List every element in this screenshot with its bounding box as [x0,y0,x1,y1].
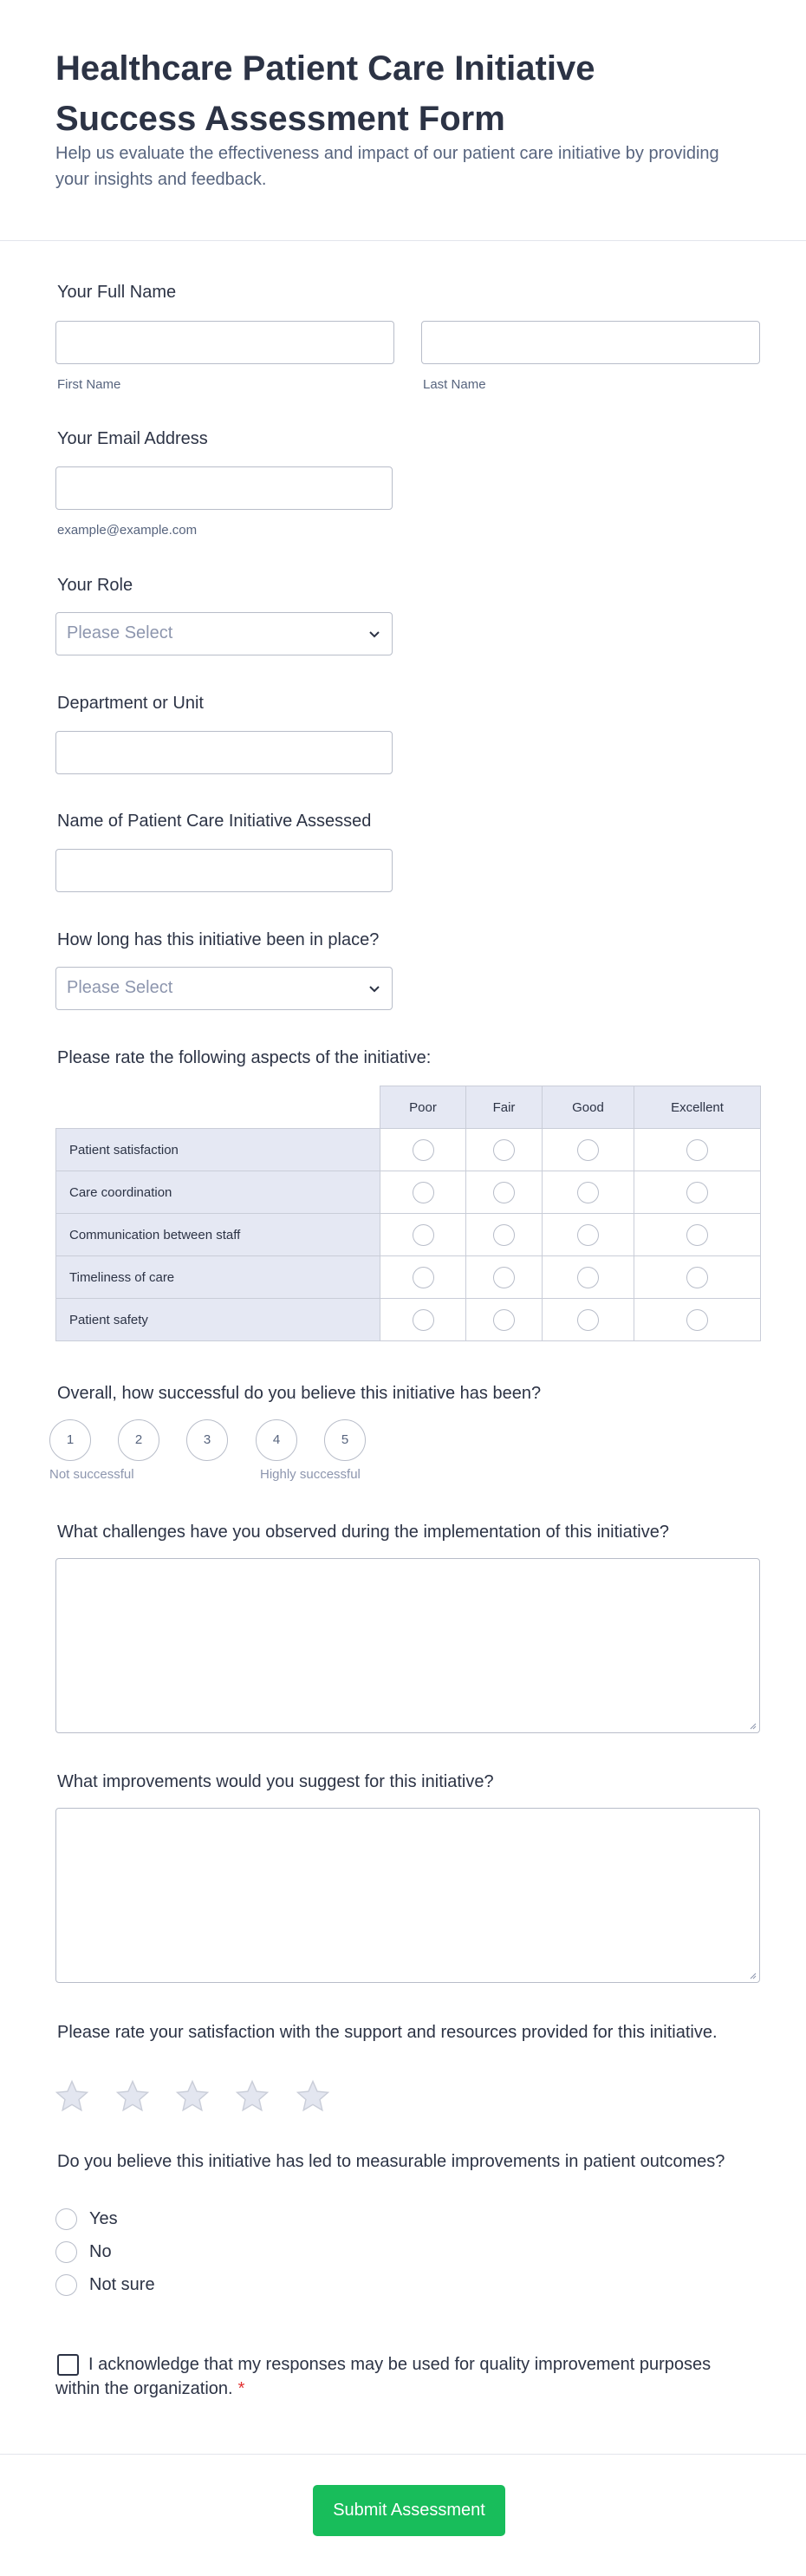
matrix-radio[interactable] [577,1139,599,1161]
matrix-radio[interactable] [577,1309,599,1331]
matrix-row [56,1171,761,1214]
outcome-radio[interactable] [55,2241,77,2263]
matrix-row-label: Communication between staff [56,1214,380,1256]
first-name-input[interactable] [55,321,394,364]
star-icon[interactable] [234,2078,270,2115]
footer-divider [0,2454,806,2455]
matrix-col-poor: Poor [380,1086,466,1129]
matrix-radio[interactable] [686,1139,708,1161]
rating-matrix [55,1086,761,1341]
matrix-radio[interactable] [577,1224,599,1246]
outcome-option-label: Yes [89,2209,118,2228]
duration-select-placeholder: Please Select [67,978,173,997]
resize-grip-icon[interactable] [748,1721,757,1730]
matrix-radio[interactable] [493,1182,515,1203]
duration-label: How long has this initiative been in place? [57,930,380,949]
scale-high-caption: Highly successful [260,1467,361,1482]
matrix-radio[interactable] [413,1224,434,1246]
form-header [0,0,806,241]
scale-option-4[interactable]: 4 [256,1419,297,1461]
last-name-sublabel: Last Name [423,377,486,392]
challenges-label: What challenges have you observed during the implementation of this initiative? [57,1523,669,1542]
matrix-radio[interactable] [413,1267,434,1288]
matrix-row [56,1299,761,1341]
matrix-radio[interactable] [577,1182,599,1203]
matrix-row-label: Care coordination [56,1171,380,1214]
matrix-row-label: Patient satisfaction [56,1129,380,1171]
email-input[interactable] [55,466,393,510]
support-rating-label: Please rate your satisfaction with the support and resources provided for this initiative. [57,2023,718,2042]
scale-option-5[interactable]: 5 [324,1419,366,1461]
matrix-row-label: Timeliness of care [56,1256,380,1299]
acknowledge-text: I acknowledge that my responses may be used for quality improvement purposes within the organization. [55,2355,712,2398]
matrix-radio[interactable] [686,1182,708,1203]
improvements-label: What improvements would you suggest for this initiative? [57,1772,494,1791]
acknowledge-text-block [55,2352,749,2401]
outcome-radio[interactable] [55,2208,77,2230]
star-icon[interactable] [54,2078,90,2115]
role-select-placeholder: Please Select [67,623,173,642]
matrix-corner [56,1086,380,1129]
outcome-option-label: Not sure [89,2275,155,2294]
matrix-radio[interactable] [493,1309,515,1331]
email-sublabel: example@example.com [57,523,198,538]
outcomes-label: Do you believe this initiative has led to measurable improvements in patient outcomes? [57,2152,725,2171]
last-name-input[interactable] [421,321,760,364]
matrix-col-good: Good [543,1086,634,1129]
improvements-textarea[interactable] [55,1808,760,1983]
outcome-option-yes[interactable] [55,2208,118,2230]
scale-option-2[interactable]: 2 [118,1419,159,1461]
required-mark: * [237,2379,245,2398]
form-subtitle: Help us evaluate the effectiveness and impact of our patient care initiative by providing your insights and feedback. [55,144,719,189]
matrix-radio[interactable] [413,1182,434,1203]
matrix-radio[interactable] [686,1267,708,1288]
scale-option-3[interactable]: 3 [186,1419,228,1461]
first-name-sublabel: First Name [57,377,121,392]
submit-button[interactable]: Submit Assessment [313,2485,505,2536]
matrix-row [56,1129,761,1171]
chevron-down-icon [367,627,381,641]
role-label: Your Role [57,576,133,595]
matrix-row-label: Patient safety [56,1299,380,1341]
matrix-radio[interactable] [686,1309,708,1331]
star-icon[interactable] [174,2078,211,2115]
scale-low-caption: Not successful [49,1467,134,1482]
outcome-option-label: No [89,2242,112,2261]
matrix-radio[interactable] [493,1224,515,1246]
matrix-radio[interactable] [413,1139,434,1161]
outcome-option-no[interactable] [55,2241,112,2263]
matrix-row [56,1256,761,1299]
initiative-name-label: Name of Patient Care Initiative Assessed [57,812,372,831]
star-icon[interactable] [114,2078,151,2115]
duration-select[interactable] [55,967,393,1010]
matrix-radio[interactable] [577,1267,599,1288]
outcome-radio[interactable] [55,2274,77,2296]
form-title: Healthcare Patient Care Initiative Success Assessment Form [55,49,595,138]
matrix-label: Please rate the following aspects of the initiative: [57,1048,432,1067]
role-select[interactable] [55,612,393,655]
success-scale-label: Overall, how successful do you believe this initiative has been? [57,1384,542,1403]
matrix-col-excellent: Excellent [634,1086,761,1129]
department-input[interactable] [55,731,393,774]
matrix-radio[interactable] [493,1267,515,1288]
chevron-down-icon [367,981,381,995]
email-label: Your Email Address [57,429,208,448]
matrix-row [56,1214,761,1256]
matrix-radio[interactable] [493,1139,515,1161]
matrix-col-fair: Fair [466,1086,543,1129]
matrix-radio[interactable] [686,1224,708,1246]
outcome-option-not-sure[interactable] [55,2274,155,2296]
scale-option-1[interactable]: 1 [49,1419,91,1461]
full-name-label: Your Full Name [57,283,177,302]
star-icon[interactable] [295,2078,331,2115]
department-label: Department or Unit [57,694,204,713]
resize-grip-icon[interactable] [748,1971,757,1979]
matrix-radio[interactable] [413,1309,434,1331]
challenges-textarea[interactable] [55,1558,760,1733]
initiative-name-input[interactable] [55,849,393,892]
